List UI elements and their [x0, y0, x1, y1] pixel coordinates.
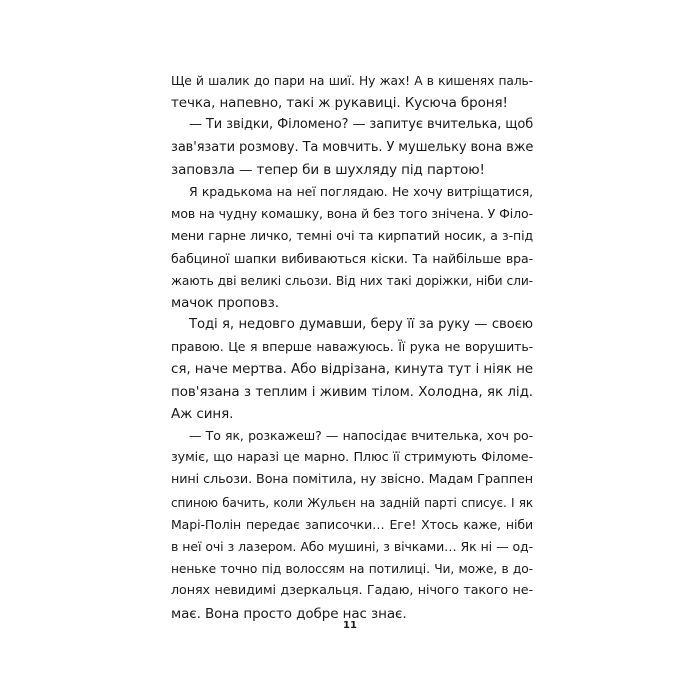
text-line: спиною бачить, коли Жульєн на задній парті списує. І як	[171, 495, 533, 510]
text-line: Марі-Полін передає записочки… Еге! Хтось каже, ніби	[171, 516, 533, 532]
text-line: Ще й шалик до пари на шиї. Ну жах! А в кишенях паль-	[171, 74, 533, 88]
text-line: правою. Це я вперше наважуюсь. Її рука не ворушить-	[171, 339, 533, 355]
text-line: ся, наче мертва. Або відрізана, кинута тут і ніяк не	[171, 361, 533, 378]
text-line: Тоді я, недовго думавши, беру її за руку — своєю	[189, 317, 533, 333]
text-line: Аж синя.	[171, 405, 234, 422]
text-line: бабциної шапки вибиваються кіски. Та найбільше вра-	[171, 250, 533, 266]
text-line: заповзла — тепер би в шухляду під партою!	[171, 161, 485, 178]
text-line: має. Вона просто добре нас знає.	[171, 605, 407, 622]
text-line: жають дві великі сльози. Від них такі доріжки, ніби сли-	[171, 273, 533, 288]
text-line: неньке точно під волоссям на потилиці. Чи, може, в до-	[171, 562, 533, 577]
body-text	[171, 70, 533, 625]
text-line: пов'язана з теплим і живим тілом. Холодна, як лід.	[171, 383, 533, 400]
text-line: мени гарне личко, темні очі та кирпатий носик, а з-під	[171, 228, 533, 244]
text-line: зав'язати розмову. Та мовчить. У мушельку вона вже	[171, 139, 533, 155]
text-line: мов на чудну комашку, вона й без того знічена. У Філо-	[171, 206, 533, 222]
text-line: лонях невидимі дзеркальця. Гадаю, нічого такого не-	[171, 583, 533, 599]
text-line: нині сльози. Вона помітила, ну звісно. Мадам Граппен	[171, 472, 533, 488]
text-line: течка, напевно, такі ж рукавиці. Кусюча броня!	[171, 95, 508, 112]
text-line: — Ти звідки, Філомено? — запитує вчителька, щоб	[189, 117, 533, 133]
page-number: 11	[343, 620, 357, 631]
text-line: мачок проповз.	[171, 294, 279, 311]
text-line: зуміє, що наразі це марно. Плюс її стримують Філоме-	[171, 450, 533, 466]
text-line: в неї очі з лазером. Або мушині, з вічками… Як ні — од-	[171, 538, 533, 554]
text-line: Я крадькома на неї поглядаю. Не хочу витріщатися,	[189, 183, 533, 199]
text-line: — То як, розкажеш? — напосідає вчителька, хоч ро-	[189, 428, 533, 443]
